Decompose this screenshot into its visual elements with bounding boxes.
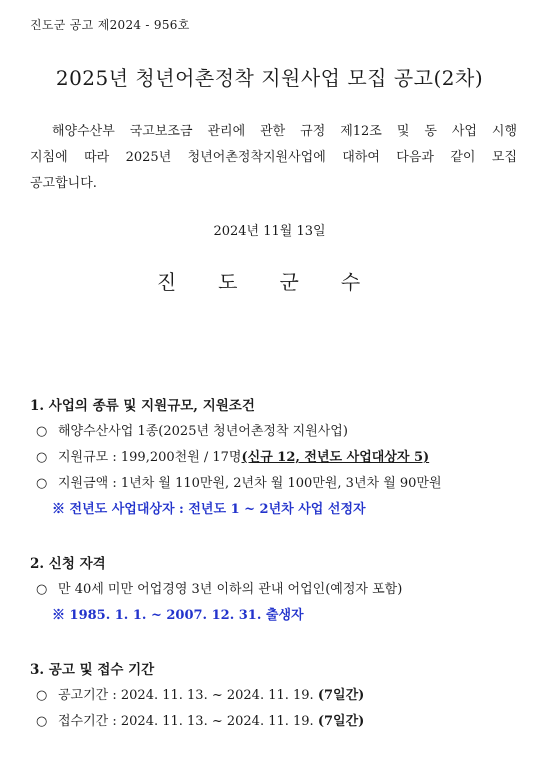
document-number: 진도군 공고 제2024 - 956호 xyxy=(30,18,190,32)
intro-line: 지침에 따라 2025년 청년어촌정착지원사업에 대하여 다음과 같이 모집 xyxy=(30,150,517,165)
emphasized-text: (신규 12, 전년도 사업대상자 5) xyxy=(241,450,430,465)
section-eligibility xyxy=(30,551,520,629)
circle-bullet-icon: ○ xyxy=(36,450,48,465)
intro-line: 해양수산부 국고보조금 관리에 관한 규정 제12조 및 동 사업 시행 xyxy=(52,124,517,139)
section-business-type xyxy=(30,393,520,523)
section-period xyxy=(30,657,520,735)
circle-bullet-icon: ○ xyxy=(36,582,48,597)
note-text: ※ 1985. 1. 1. ~ 2007. 12. 31. 출생자 xyxy=(52,608,304,623)
list-item-text: 접수기간 : 2024. 11. 13. ~ 2024. 11. 19. xyxy=(58,714,318,729)
section-heading: 2. 신청 자격 xyxy=(30,556,106,572)
list-item-text: 지원금액 : 1년차 월 110만원, 2년차 월 100만원, 3년차 월 90만원 xyxy=(58,476,442,491)
issuing-organization: 진도군수 xyxy=(156,270,403,294)
announcement-date: 2024년 11월 13일 xyxy=(213,224,326,239)
circle-bullet-icon: ○ xyxy=(36,476,48,491)
list-item-text: 해양수산사업 1종(2025년 청년어촌정착 지원사업) xyxy=(58,424,348,439)
intro-paragraph xyxy=(30,119,517,197)
emphasized-text: (7일간) xyxy=(317,714,365,729)
list-item-text: 공고기간 : 2024. 11. 13. ~ 2024. 11. 19. xyxy=(58,688,318,703)
page-title: 2025년 청년어촌정착 지원사업 모집 공고(2차) xyxy=(55,66,484,90)
note-text: ※ 전년도 사업대상자 : 전년도 1 ~ 2년차 사업 선정자 xyxy=(52,502,366,517)
section-heading: 3. 공고 및 접수 기간 xyxy=(30,662,155,678)
list-item-text: 만 40세 미만 어업경영 3년 이하의 관내 어업인(예정자 포함) xyxy=(58,582,403,597)
circle-bullet-icon: ○ xyxy=(36,714,48,729)
list-item xyxy=(30,709,520,735)
list-item xyxy=(30,577,520,603)
intro-line: 공고합니다. xyxy=(30,176,97,191)
section-heading: 1. 사업의 종류 및 지원규모, 지원조건 xyxy=(30,398,255,414)
circle-bullet-icon: ○ xyxy=(36,688,48,703)
list-item xyxy=(30,683,520,709)
list-item xyxy=(30,445,520,471)
list-item xyxy=(30,419,520,445)
list-item xyxy=(30,471,520,497)
circle-bullet-icon: ○ xyxy=(36,424,48,439)
emphasized-text: (7일간) xyxy=(317,688,365,703)
list-item-text: 지원규모 : 199,200천원 / 17명 xyxy=(58,450,242,465)
